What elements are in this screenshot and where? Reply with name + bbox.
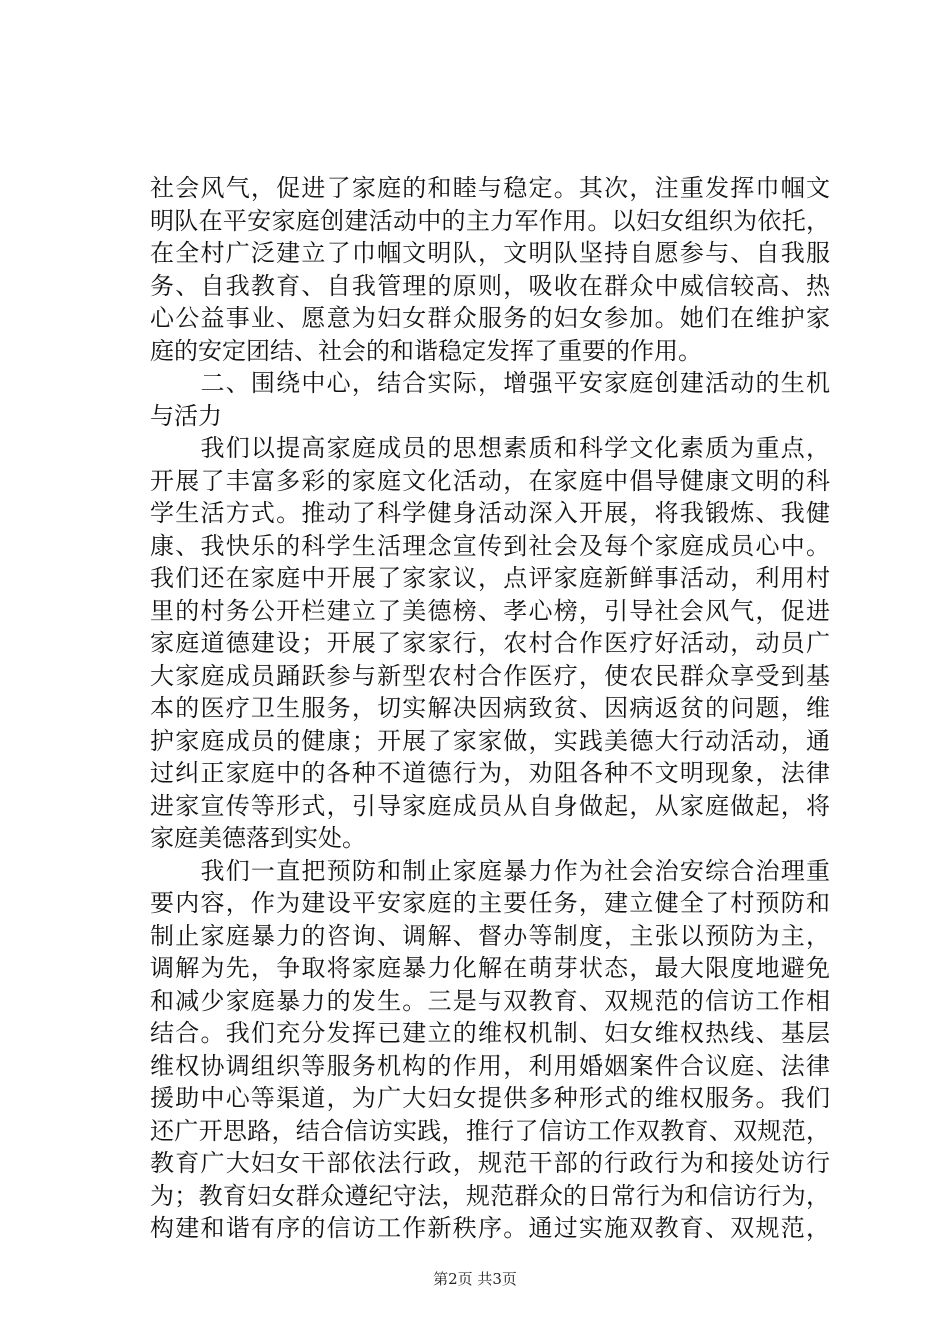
text-line: 里的村务公开栏建立了美德榜、孝心榜，引导社会风气，促进 [150,596,830,625]
text-line: 开展了丰富多彩的家庭文化活动，在家庭中倡导健康文明的科 [150,466,830,495]
text-line: 我们还在家庭中开展了家家议，点评家庭新鲜事活动，利用村 [150,564,830,592]
text-line: 要内容，作为建设平安家庭的主要任务，建立健全了村预防和 [150,889,830,917]
text-line: 社会风气，促进了家庭的和睦与稳定。其次，注重发挥巾帼文 [150,174,830,202]
text-line: 康、我快乐的科学生活理念宣传到社会及每个家庭成员心中。 [150,531,830,560]
document-body [150,172,830,1245]
text-line: 构建和谐有序的信访工作新秩序。通过实施双教育、双规范， [150,1214,830,1242]
text-line: 援助中心等渠道，为广大妇女提供多种形式的维权服务。我们 [150,1084,830,1112]
text-line: 结合。我们充分发挥已建立的维权机制、妇女维权热线、基层 [150,1019,830,1047]
text-line: 和减少家庭暴力的发生。三是与双教育、双规范的信访工作相 [150,986,830,1015]
text-line: 与活力 [150,401,222,430]
text-line: 还广开思路，结合信访实践，推行了信访工作双教育、双规范， [150,1116,830,1145]
text-line: 庭的安定团结、社会的和谐稳定发挥了重要的作用。 [150,336,702,365]
text-line: 为；教育妇女群众遵纪守法，规范群众的日常行为和信访行为， [150,1181,830,1210]
text-line: 大家庭成员踊跃参与新型农村合作医疗，使农民群众享受到基 [150,661,830,690]
text-line: 进家宣传等形式，引导家庭成员从自身做起，从家庭做起，将 [150,791,830,820]
text-line: 二、围绕中心，结合实际，增强平安家庭创建活动的生机 [150,369,830,397]
text-line: 我们以提高家庭成员的思想素质和科学文化素质为重点， [150,434,830,462]
text-line: 务、自我教育、自我管理的原则，吸收在群众中威信较高、热 [150,271,830,300]
text-line: 在全村广泛建立了巾帼文明队，文明队坚持自愿参与、自我服 [150,239,830,267]
text-line: 明队在平安家庭创建活动中的主力军作用。以妇女组织为依托， [150,206,830,235]
text-line: 心公益事业、愿意为妇女群众服务的妇女参加。她们在维护家 [150,304,830,332]
text-line: 学生活方式。推动了科学健身活动深入开展，将我锻炼、我健 [150,499,830,527]
text-line: 家庭道德建设；开展了家家行，农村合作医疗好活动，动员广 [150,629,830,657]
text-line: 过纠正家庭中的各种不道德行为，劝阻各种不文明现象，法律 [150,759,830,787]
text-line: 我们一直把预防和制止家庭暴力作为社会治安综合治理重 [150,856,830,885]
text-line: 制止家庭暴力的咨询、调解、督办等制度，主张以预防为主， [150,921,830,950]
text-line: 本的医疗卫生服务，切实解决因病致贫、因病返贫的问题，维 [150,694,830,722]
text-line: 家庭美德落到实处。 [150,824,366,852]
text-line: 护家庭成员的健康；开展了家家做，实践美德大行动活动，通 [150,726,830,755]
text-line: 调解为先，争取将家庭暴力化解在萌芽状态，最大限度地避免 [150,954,830,982]
text-line: 维权协调组织等服务机构的作用，利用婚姻案件合议庭、法律 [150,1051,830,1080]
page-footer: 第2页 共3页 [433,1270,517,1288]
text-line: 教育广大妇女干部依法行政，规范干部的行政行为和接处访行 [150,1149,830,1177]
